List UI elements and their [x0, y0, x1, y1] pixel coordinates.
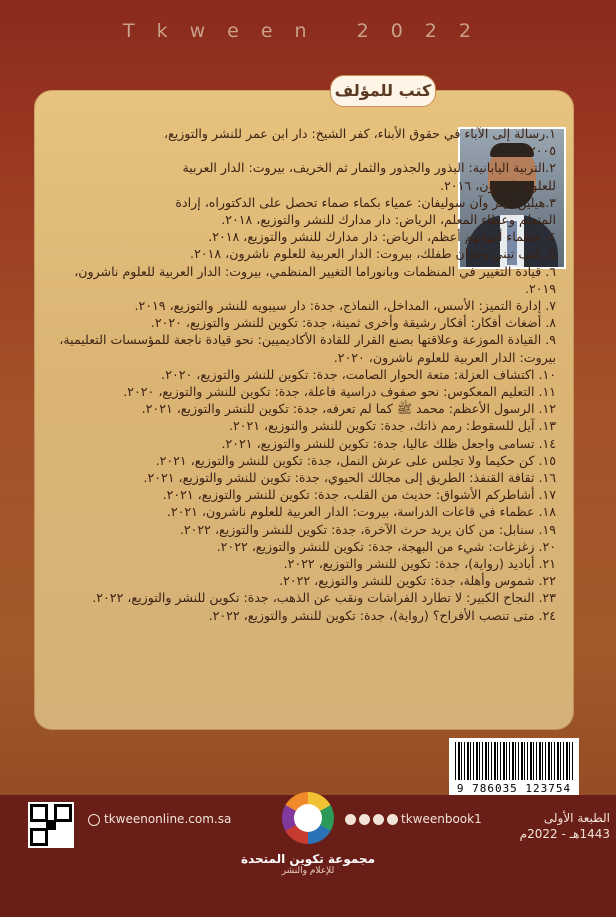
publisher-tagline: للإعلام والنشر	[281, 866, 335, 876]
twitter-icon	[373, 814, 384, 825]
book-item-15: ١٥. كن حكيما ولا تجلس على عرش النمل، جدة: تكوين للنشر والتوزيع، ٢٠٢١.	[155, 452, 556, 468]
book-item-9: ٩. القيادة الموزعة وعلاقتها بصنع القرار للقادة الأكاديميين: نحو قيادة ناجعة للمؤسسات التعليمية، بيروت: الدار العربية للعلوم ناشرون، ٢٠٢٠.	[59, 332, 556, 365]
isbn-number: 9 786035 123754	[456, 782, 572, 795]
book-item-24: ٢٤. متى تنصب الأفراح؟ (رواية)، جدة: تكوين للنشر والتوزيع، ٢٠٢٢.	[208, 607, 556, 623]
book-item-4: ٤. عظماء أمهاتهم أعظم، الرياض: دار مدارك للنشر والتوزيع، ٢٠١٨.	[208, 229, 556, 245]
book-item-18: ١٨. عظماء في قاعات الدراسة، بيروت: الدار العربية للعلوم ناشرون، ٢٠٢١.	[166, 504, 556, 520]
book-item-11: ١١. التعليم المعكوس: نحو صفوف دراسية فاعلة، جدة: تكوين للنشر والتوزيع، ٢٠٢٠.	[123, 384, 556, 400]
website-link[interactable]	[88, 812, 231, 826]
book-item-1: ١.رسالة إلى الآباء في حقوق الأبناء، كفر الشيخ: دار ابن عمر للنشر والتوزيع، ٢٠٠٥.	[163, 126, 556, 159]
book-item-5: ٥. كيف تبني وجدان طفلك، بيروت: الدار العربية للعلوم ناشرون، ٢٠١٨.	[190, 246, 556, 262]
book-item-14: ١٤. تسامى واجعل ظلك عاليا، جدة: تكوين للنشر والتوزيع، ٢٠٢١.	[221, 435, 556, 451]
book-item-17: ١٧. أشاطركم الأشواق: حديث من القلب، جدة: تكوين للنشر والتوزيع، ٢٠٢١.	[162, 487, 556, 503]
edition-info	[518, 810, 610, 842]
book-item-2: ٢.التربية اليابانية: البذور والجذور والثمار ثم الخريف، بيروت: الدار العربية للعلوم ناشرون، ٢٠١٦.	[182, 160, 556, 193]
qr-code-icon	[28, 802, 74, 848]
book-item-6: ٦. قيادة التغيير في المنظمات وبانوراما التغيير المنظمي، بيروت: الدار العربية للعلوم ناشرون، ٢٠١٩.	[74, 263, 556, 296]
youtube-icon	[345, 814, 356, 825]
book-item-16: ١٦. ثقافة القنفذ: الطريق إلى مجالك الحيوي، جدة: تكوين للنشر والتوزيع، ٢٠٢١.	[143, 470, 556, 486]
facebook-icon	[359, 814, 370, 825]
book-item-23: ٢٣. النجاح الكبير: لا تطارد الفراشات ونقب عن الذهب، جدة: تكوين للنشر والتوزيع، ٢٠٢٢.	[92, 590, 556, 606]
publisher-name-block	[232, 852, 384, 876]
book-item-13: ١٣. آيل للسقوط: رمم ذاتك، جدة: تكوين للنشر والتوزيع، ٢٠٢١.	[228, 418, 556, 434]
book-item-3: ٣.هيلين كيلر وآن سوليفان: عمياء بكماء صماء تحصل على الدكتوراه، إرادة المتعلم وعطاء المعلم، الرياض: دار مدارك للنشر والتوزيع، ٢٠١٨.	[175, 194, 556, 228]
book-item-22: ٢٢. شموس وأهلة، جدة: تكوين للنشر والتوزيع، ٢٠٢٢.	[279, 573, 556, 589]
book-item-10: ١٠. اكتشاف العزلة: متعة الحوار الصامت، جدة: تكوين للنشر والتوزيع، ٢٠٢٠.	[161, 366, 556, 382]
book-item-8: ٨. أضغاث أفكار: أفكار رشيقة وأخرى ثمينة، جدة: تكوين للنشر والتوزيع، ٢٠٢٠.	[150, 315, 556, 331]
brand-title: Tkween 2022	[123, 20, 493, 42]
books-list	[44, 125, 556, 624]
website-text: tkweenonline.com.sa	[104, 812, 232, 826]
book-item-20: ٢٠. زغزغات: شيء من البهجة، جدة: تكوين للنشر والتوزيع، ٢٠٢٢.	[216, 538, 556, 554]
barcode-bars	[455, 742, 573, 780]
book-item-19: ١٩. سنابل: من كان يريد حرث الآخرة، جدة: تكوين للنشر والتوزيع، ٢٠٢٢.	[179, 521, 556, 537]
isbn-barcode	[449, 738, 579, 798]
book-item-12: ١٢. الرسول الأعظم: محمد ﷺ كما لم تعرفه، جدة: تكوين للنشر والتوزيع، ٢٠٢١.	[141, 401, 556, 417]
globe-icon	[88, 814, 100, 826]
section-title: كتب للمؤلف	[330, 75, 436, 107]
instagram-icon	[387, 814, 398, 825]
social-handle-text: tkweenbook1	[401, 812, 482, 826]
social-handle[interactable]	[345, 812, 482, 826]
publisher-name: مجموعة تكوين المتحدة	[240, 852, 375, 866]
book-item-7: ٧. إدارة التميز: الأسس، المداخل، النماذج، جدة: دار سيبويه للنشر والتوزيع، ٢٠١٩.	[134, 298, 556, 314]
book-item-21: ٢١. أباديد (رواية)، جدة: تكوين للنشر والتوزيع، ٢٠٢٢.	[283, 556, 556, 572]
publisher-logo	[262, 790, 354, 850]
edition-label: الطبعة الأولى	[543, 811, 610, 825]
edition-year: 1443هـ - 2022م	[519, 827, 610, 841]
